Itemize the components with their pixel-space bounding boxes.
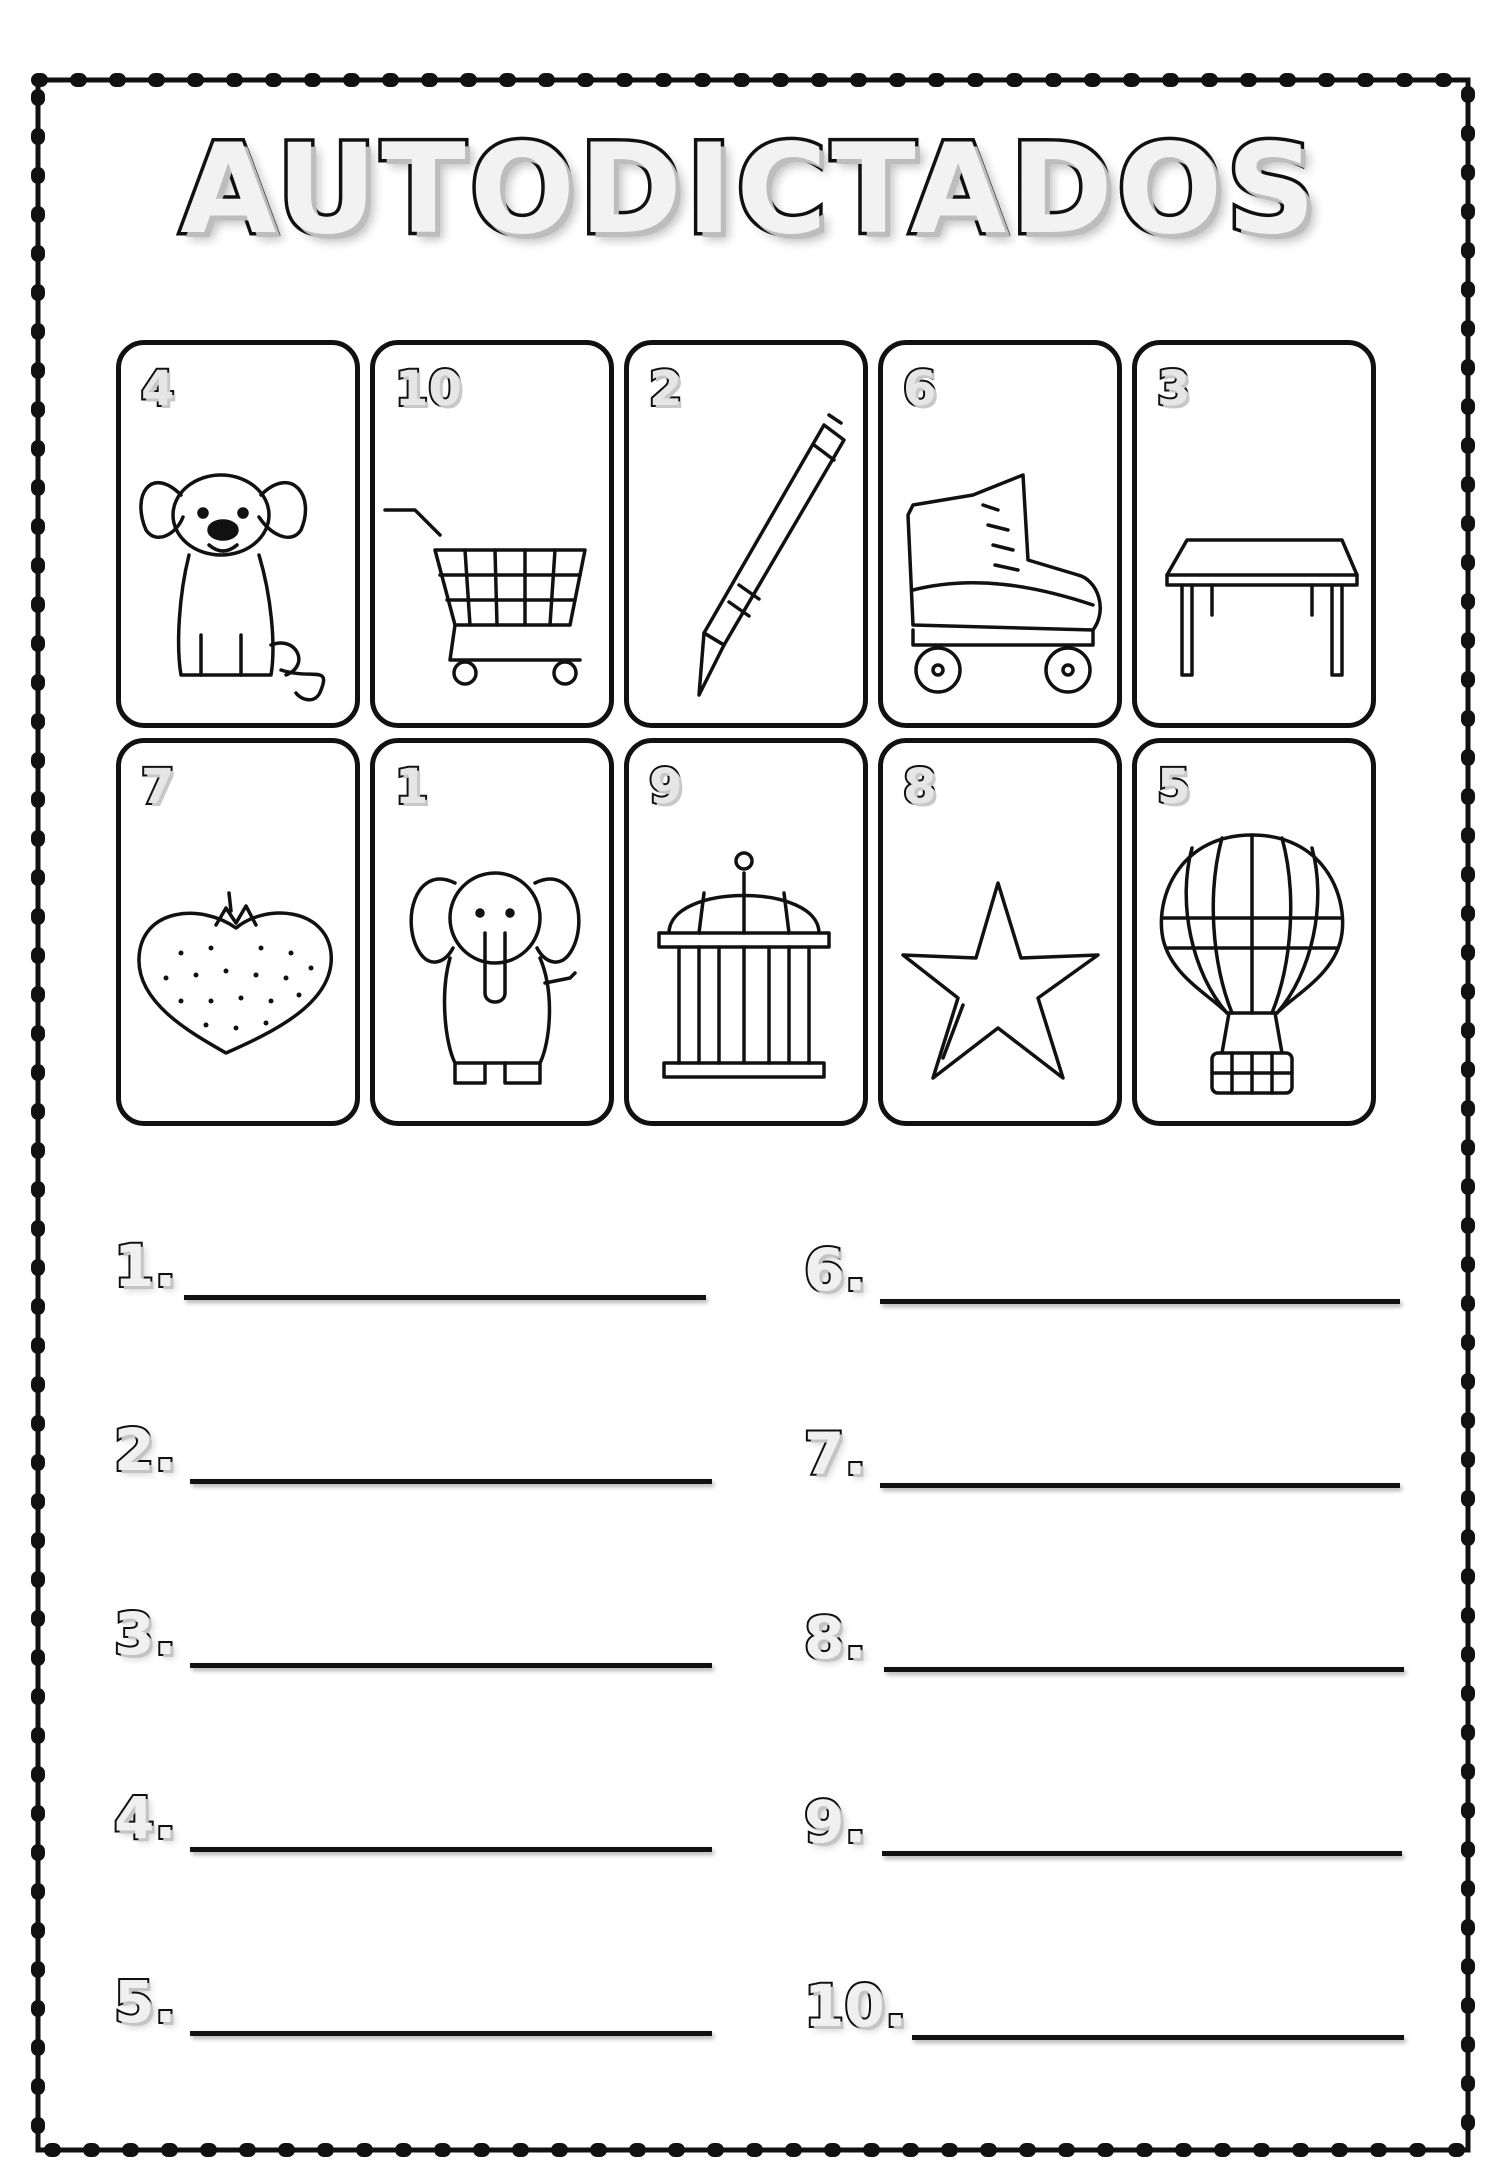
card-number: 1 — [395, 759, 429, 815]
pen-icon — [629, 345, 863, 723]
shopping-cart-icon — [375, 345, 609, 723]
picture-card-strawberry — [116, 738, 360, 1126]
writing-line-2[interactable] — [114, 1412, 714, 1492]
card-number: 8 — [903, 759, 937, 815]
picture-card-birdcage — [624, 738, 868, 1126]
line-number: 10. — [804, 1972, 907, 2040]
answer-line[interactable] — [184, 1295, 706, 1300]
line-number: 9. — [804, 1788, 867, 1856]
answer-line[interactable] — [884, 1667, 1404, 1672]
picture-card-dog — [116, 340, 360, 728]
star-icon — [883, 743, 1117, 1121]
writing-line-8[interactable] — [804, 1600, 1404, 1680]
card-number: 4 — [141, 361, 175, 417]
answer-line[interactable] — [190, 1479, 712, 1484]
writing-line-9[interactable] — [804, 1784, 1404, 1864]
line-number: 3. — [114, 1600, 177, 1668]
card-number: 10 — [395, 361, 462, 417]
answer-line[interactable] — [880, 1483, 1400, 1488]
answer-line[interactable] — [190, 1847, 712, 1852]
picture-card-hot-air-balloon — [1132, 738, 1376, 1126]
line-number: 8. — [804, 1604, 867, 1672]
line-number: 5. — [114, 1968, 177, 2036]
answer-line[interactable] — [912, 2035, 1404, 2040]
answer-line[interactable] — [190, 1663, 712, 1668]
card-number: 9 — [649, 759, 683, 815]
card-number: 7 — [141, 759, 175, 815]
picture-card-elephant — [370, 738, 614, 1126]
writing-line-10[interactable] — [804, 1968, 1404, 2048]
card-number: 5 — [1157, 759, 1191, 815]
line-number: 6. — [804, 1236, 867, 1304]
answer-line[interactable] — [190, 2031, 712, 2036]
answer-line[interactable] — [882, 1851, 1402, 1856]
writing-line-7[interactable] — [804, 1416, 1404, 1496]
card-number: 6 — [903, 361, 937, 417]
table-icon — [1137, 345, 1371, 723]
birdcage-icon — [629, 743, 863, 1121]
card-number: 3 — [1157, 361, 1191, 417]
dog-icon — [121, 345, 355, 723]
card-number: 2 — [649, 361, 683, 417]
picture-card-roller-skate — [878, 340, 1122, 728]
line-number: 1. — [114, 1232, 177, 1300]
line-number: 7. — [804, 1420, 867, 1488]
writing-line-1[interactable] — [114, 1228, 714, 1308]
line-number: 4. — [114, 1784, 177, 1852]
roller-skate-icon — [883, 345, 1117, 723]
writing-line-3[interactable] — [114, 1596, 714, 1676]
writing-line-5[interactable] — [114, 1964, 714, 2044]
writing-line-6[interactable] — [804, 1232, 1404, 1312]
page-title: AUTODICTADOS — [180, 118, 1320, 262]
picture-card-shopping-cart — [370, 340, 614, 728]
picture-card-table — [1132, 340, 1376, 728]
hot-air-balloon-icon — [1137, 743, 1371, 1121]
picture-card-pen — [624, 340, 868, 728]
strawberry-icon — [121, 743, 355, 1121]
elephant-icon — [375, 743, 609, 1121]
line-number: 2. — [114, 1416, 177, 1484]
writing-line-4[interactable] — [114, 1780, 714, 1860]
picture-card-star — [878, 738, 1122, 1126]
answer-line[interactable] — [880, 1299, 1400, 1304]
